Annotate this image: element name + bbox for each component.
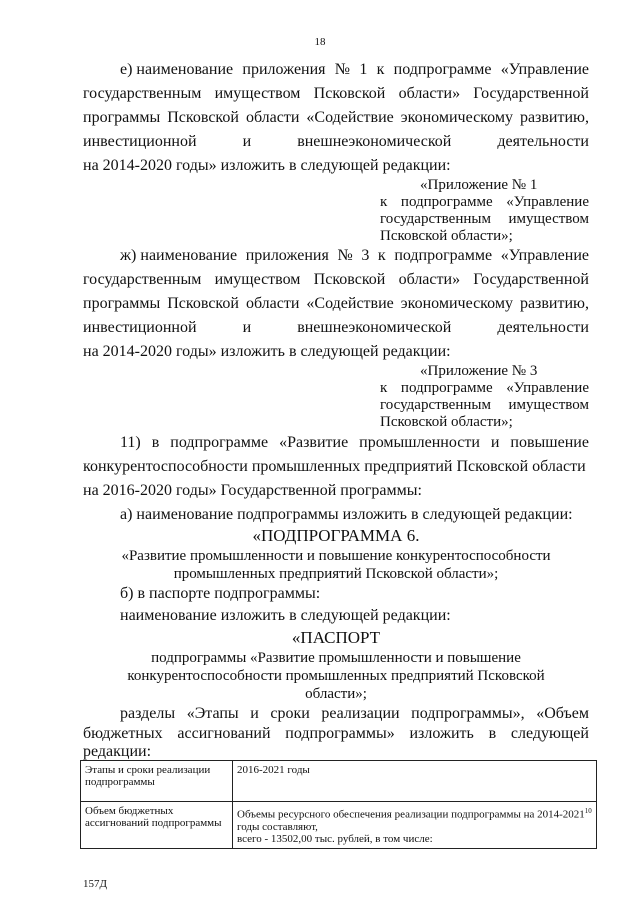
word: «Объем [536,705,589,722]
table-cell-budget-value [233,802,597,849]
item-11-line-2: конкурентоспособности промышленных предприятий Псковской области [83,458,586,475]
word: «Управление [500,247,589,264]
word: «Управление [506,380,589,396]
word: подпрограммы», [411,705,525,722]
word: развитию, [519,109,589,126]
word: имуществом [508,397,589,413]
appendix-1-line-2 [380,193,589,211]
passport-title: «ПАСПОРТ [291,628,381,647]
budget-text-part-1: Объемы ресурсного обеспечения реализации подпрограммы на 2014-2021 [237,808,585,821]
word: экономическому [400,109,513,126]
word: государственным [83,85,202,102]
appendix-3-line-4: Псковской области»; [380,414,513,430]
item-11-line-1 [120,433,589,453]
word: области [245,295,300,312]
word: и [250,705,259,722]
table-cell-stages-value: 2016-2021 годы [233,761,597,802]
word: имуществом [214,271,301,288]
word: ж) наименование [120,247,238,264]
word: в [151,434,160,451]
para-e-line-5: на 2014-2020 годы» изложить в следующей редакции: [83,157,451,174]
word: 1 [359,61,368,78]
word: изложить [409,725,474,742]
word: области [245,109,300,126]
word: приложения [242,61,326,78]
word: е) наименование [120,61,234,78]
passport-line-3: области»; [305,686,367,702]
appendix-3-line-2 [380,379,589,397]
para-e-line-2 [83,84,589,104]
appendix-1-line-3 [380,210,589,228]
word: имуществом [214,85,301,102]
word: инвестиционной [83,319,197,336]
para-zh-line-5: на 2014-2020 годы» изложить в следующей редакции: [83,343,451,360]
word: «Содействие [306,295,394,312]
subprogram-name-line-1: «Развитие промышленности и повышение конкурентоспособности [121,548,551,564]
word: в [488,725,497,742]
word: инвестиционной [83,133,197,150]
name-edit-line: наименование изложить в следующей редакции: [120,607,451,624]
appendix-3-line-3 [380,396,589,414]
word: Псковской [167,109,239,126]
word: ассигнований [177,725,271,742]
para-zh-line-1 [120,246,589,266]
para-zh-line-3 [83,294,589,314]
footer-code: 157Д [83,878,108,890]
word: промышленности [359,434,480,451]
word: «Управление [506,194,589,210]
word: развитию, [519,295,589,312]
word: «Этапы [186,705,239,722]
word: и [490,434,500,451]
table-cell-stages-label: Этапы и сроки реализации подпрограммы [81,761,233,802]
word: Государственной [473,271,589,288]
word: внешнеэкономической [297,133,452,150]
word: деятельности [497,319,589,336]
word: к [377,247,386,264]
word: экономическому [400,295,513,312]
word: и [242,319,252,336]
word: государственным [83,271,202,288]
word: подпрограммы» [285,725,395,742]
word: 11) [120,434,141,451]
word: подпрограмме [393,61,492,78]
appendix-3-line-1: «Приложение № 3 [420,363,538,379]
word: к [376,61,385,78]
subprogram-title: «ПОДПРОГРАММА 6. [252,526,420,545]
para-e-line-1 [120,60,589,80]
word: разделы [120,705,176,722]
word: «Развитие [279,434,349,451]
word: подпрограмме [400,380,493,396]
word: государственным [380,211,491,227]
para-e-line-4 [83,132,589,152]
word: повышение [510,434,589,451]
word: области» [398,85,461,102]
budget-text-part-2: годы составляют, [237,820,318,833]
item-a: а) наименование подпрограммы изложить в следующей редакции: [120,506,573,523]
word: «Управление [500,61,589,78]
sections-line-2 [83,724,589,744]
word: «Содействие [306,109,394,126]
item-b: б) в паспорте подпрограммы: [120,585,321,602]
word: подпрограмме [400,194,493,210]
table-cell-budget-label: Объем бюджетных ассигнований подпрограммы [81,802,233,849]
table-row [81,802,597,849]
word: программы [83,109,161,126]
word: Псковской [313,271,386,288]
footnote-ref: 10 [584,807,592,815]
word: бюджетных [83,725,163,742]
word: подпрограмме [394,247,493,264]
item-11-line-3: на 2016-2020 годы» Государственной программы: [83,482,422,499]
word: сроки [270,705,310,722]
passport-table [80,760,597,849]
word: приложения [245,247,329,264]
subprogram-name-line-2: промышленных предприятий Псковской области»; [173,566,499,582]
word: подпрограмме [170,434,269,451]
word: области» [398,271,461,288]
word: государственным [380,397,491,413]
sections-line-3: редакции: [83,743,152,760]
para-zh-line-2 [83,270,589,290]
word: № [334,61,351,78]
word: к [380,194,388,210]
word: Псковской [167,295,239,312]
sections-line-1 [120,704,589,724]
word: к [380,380,388,396]
word: внешнеэкономической [297,319,452,336]
word: № [337,247,353,264]
budget-total: всего - 13502,00 тыс. рублей, в том числе: [237,832,433,845]
para-zh-line-4 [83,318,589,338]
passport-line-1: подпрограммы «Развитие промышленности и повышение [151,650,521,666]
word: программы [83,295,161,312]
word: следующей [510,725,589,742]
para-e-line-3 [83,108,589,128]
appendix-1-line-1: «Приложение № 1 [420,177,538,193]
word: Государственной [473,85,589,102]
table-row [81,761,597,802]
word: 3 [361,247,370,264]
appendix-1-line-4: Псковской области»; [380,228,513,244]
page-number: 18 [314,36,326,48]
word: деятельности [497,133,589,150]
word: Псковской [313,85,386,102]
passport-line-2: конкурентоспособности промышленных предприятий Псковской [127,668,545,684]
word: реализации [321,705,400,722]
word: и [242,133,252,150]
word: имуществом [508,211,589,227]
